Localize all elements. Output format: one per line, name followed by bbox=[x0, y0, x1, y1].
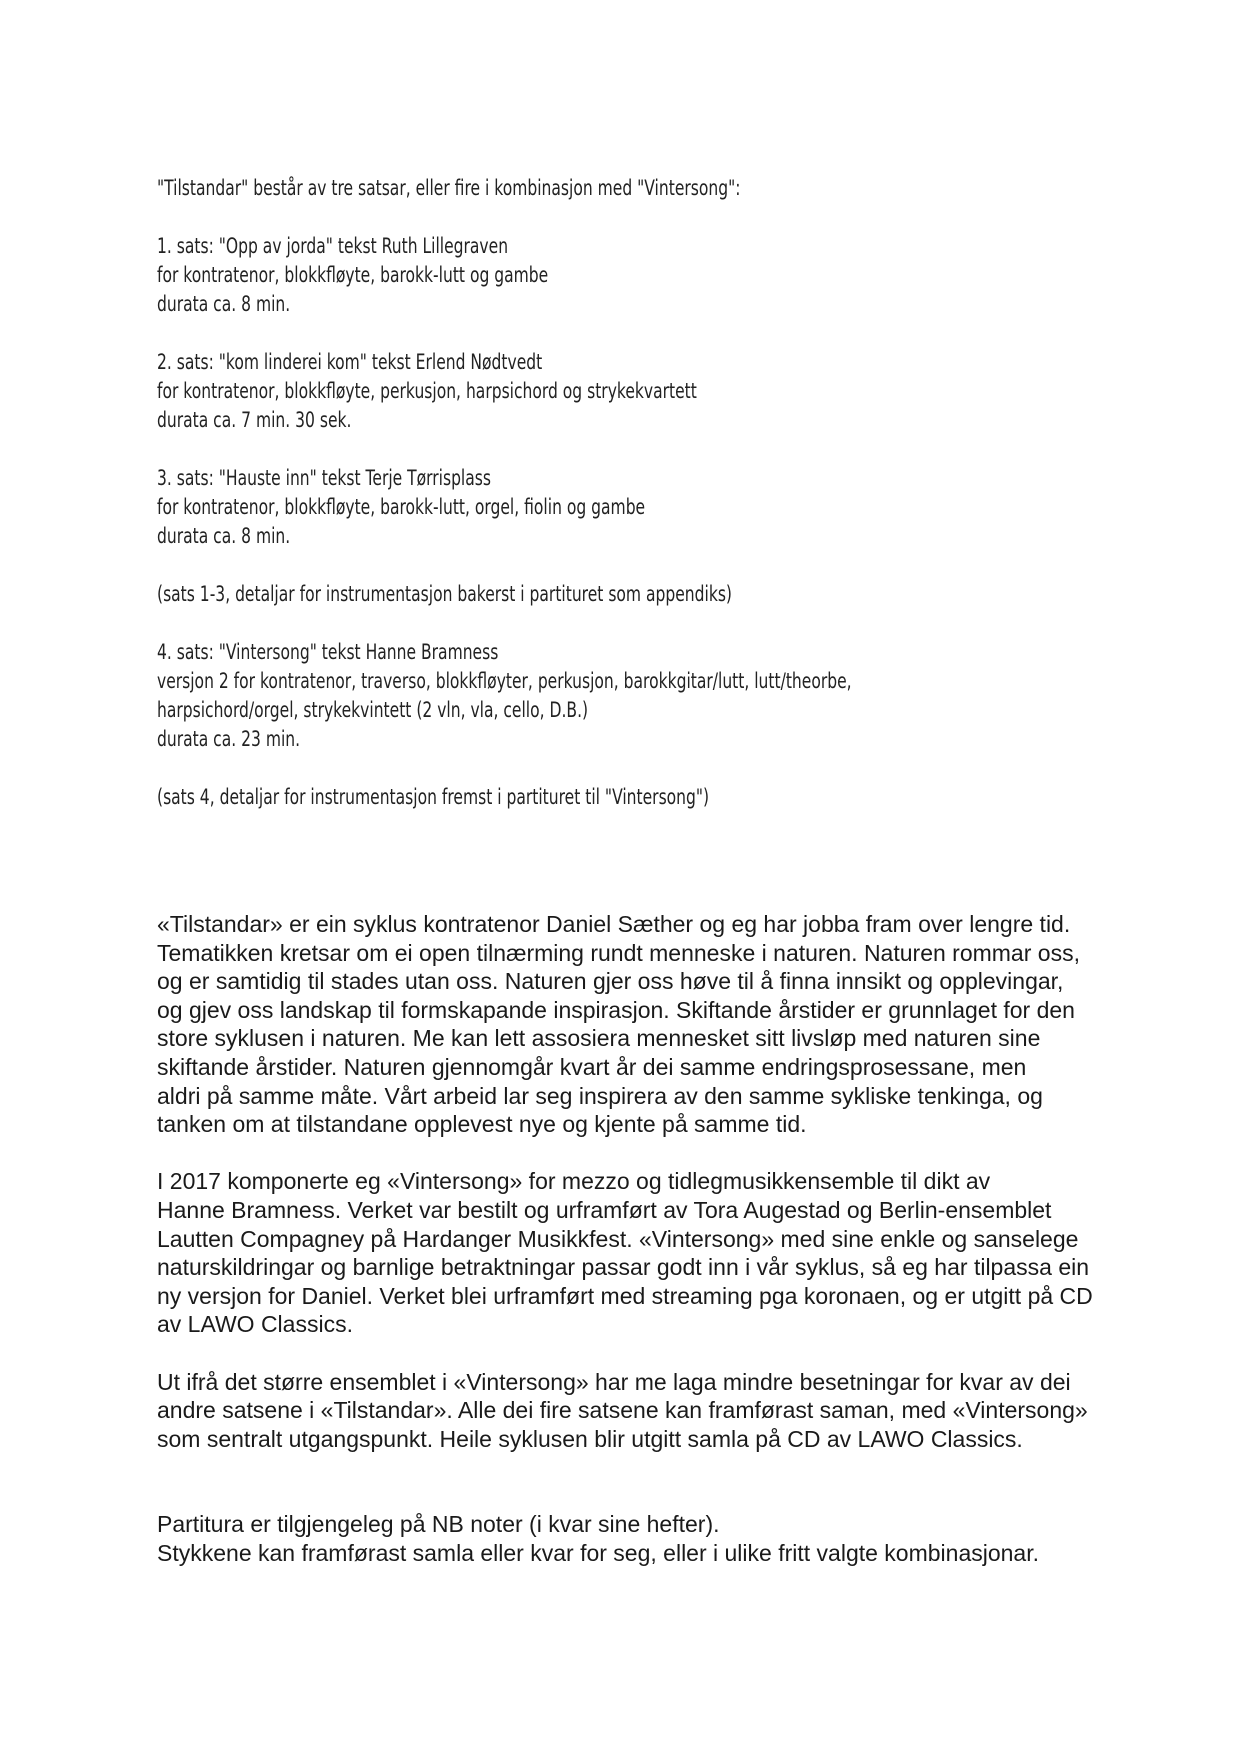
paragraph-1-line: store syklusen i naturen. Me kan lett assosiera mennesket sitt livsløp med naturen sine bbox=[157, 1025, 1041, 1052]
movement-1-instrumentation: for kontratenor, blokkfløyte, barokk-lutt og gambe bbox=[157, 263, 549, 287]
work-overview bbox=[157, 174, 1157, 812]
movement-2-duration: durata ca. 7 min. 30 sek. bbox=[157, 408, 352, 432]
paragraph-1-line: aldri på samme måte. Vårt arbeid lar seg inspirera av den samme sykliske tenkinga, og bbox=[157, 1082, 1043, 1109]
note-movements-1-3: (sats 1-3, detaljar for instrumentasjon bakerst i partituret som appendiks) bbox=[157, 582, 733, 606]
paragraph-2-line: av LAWO Classics. bbox=[157, 1311, 353, 1338]
paragraph-3-line: andre satsene i «Tilstandar». Alle dei fire satsene kan framførast saman, med «Vintersong» bbox=[157, 1397, 1088, 1424]
note-movement-4: (sats 4, detaljar for instrumentasjon fremst i partituret til "Vintersong") bbox=[157, 785, 710, 809]
movement-3-duration: durata ca. 8 min. bbox=[157, 524, 291, 548]
movement-4-instrumentation-1: versjon 2 for kontratenor, traverso, blokkfløyter, perkusjon, barokkgitar/lutt, lutt/theorbe, bbox=[157, 669, 852, 693]
movement-3-title: 3. sats: "Hauste inn" tekst Terje Tørrisplass bbox=[157, 466, 491, 490]
paragraph-1-line: og gjev oss landskap til formskapande inspirasjon. Skiftande årstider er grunnlaget for den bbox=[157, 996, 1075, 1023]
paragraph-1-line: tanken om at tilstandane opplevest nye og kjente på samme tid. bbox=[157, 1111, 807, 1138]
paragraph-2-line: Hanne Bramness. Verket var bestilt og urframført av Tora Augestad og Berlin-ensemblet bbox=[157, 1196, 1052, 1223]
movement-2-instrumentation: for kontratenor, blokkfløyte, perkusjon, harpsichord og strykekvartett bbox=[157, 379, 697, 403]
movement-1-title: 1. sats: "Opp av jorda" tekst Ruth Lillegraven bbox=[157, 234, 509, 258]
movement-1-duration: durata ca. 8 min. bbox=[157, 292, 291, 316]
paragraph-3-line: som sentralt utgangspunkt. Heile syklusen blir utgitt samla på CD av LAWO Classics. bbox=[157, 1425, 1023, 1452]
closing-line-scores: Partitura er tilgjengeleg på NB noter (i kvar sine hefter). bbox=[157, 1511, 720, 1538]
paragraph-2-line: naturskildringar og barnlige betraktningar passar godt inn i vår syklus, så eg har tilpassa ein bbox=[157, 1254, 1090, 1281]
movement-4-title: 4. sats: "Vintersong" tekst Hanne Bramness bbox=[157, 640, 499, 664]
paragraph-3-line: Ut ifrå det større ensemblet i «Vintersong» har me laga mindre besetningar for kvar av dei bbox=[157, 1368, 1071, 1395]
movement-2-title: 2. sats: "kom linderei kom" tekst Erlend Nødtvedt bbox=[157, 350, 543, 374]
paragraph-1-line: «Tilstandar» er ein syklus kontratenor Daniel Sæther og eg har jobba fram over lengre tid. bbox=[157, 911, 1071, 937]
paragraph-2-line: Lautten Compagney på Hardanger Musikkfest. «Vintersong» med sine enkle og sanselege bbox=[157, 1225, 1079, 1252]
movement-4-duration: durata ca. 23 min. bbox=[157, 727, 301, 751]
description-text bbox=[157, 910, 1157, 1568]
intro-line: "Tilstandar" består av tre satsar, eller fire i kombinasjon med "Vintersong": bbox=[157, 176, 741, 200]
movement-4-instrumentation-2: harpsichord/orgel, strykekvintett (2 vln, vla, cello, D.B.) bbox=[157, 698, 589, 722]
paragraph-1-line: skiftande årstider. Naturen gjennomgår kvart år dei samme endringsprosessane, men bbox=[157, 1053, 1027, 1080]
closing-line-performance: Stykkene kan framførast samla eller kvar for seg, eller i ulike fritt valgte kombinasjonar. bbox=[157, 1540, 1040, 1567]
paragraph-2-line: ny versjon for Daniel. Verket blei urframført med streaming pga koronaen, og er utgitt på CD bbox=[157, 1282, 1093, 1309]
paragraph-1-line: Tematikken kretsar om ei open tilnærming rundt menneske i naturen. Naturen rommar oss, bbox=[157, 939, 1080, 966]
movement-3-instrumentation: for kontratenor, blokkfløyte, barokk-lutt, orgel, fiolin og gambe bbox=[157, 495, 646, 519]
paragraph-1-line: og er samtidig til stades utan oss. Naturen gjer oss høve til å finna innsikt og opplevingar, bbox=[157, 968, 1064, 995]
paragraph-2-line: I 2017 komponerte eg «Vintersong» for mezzo og tidlegmusikkensemble til dikt av bbox=[157, 1168, 991, 1195]
